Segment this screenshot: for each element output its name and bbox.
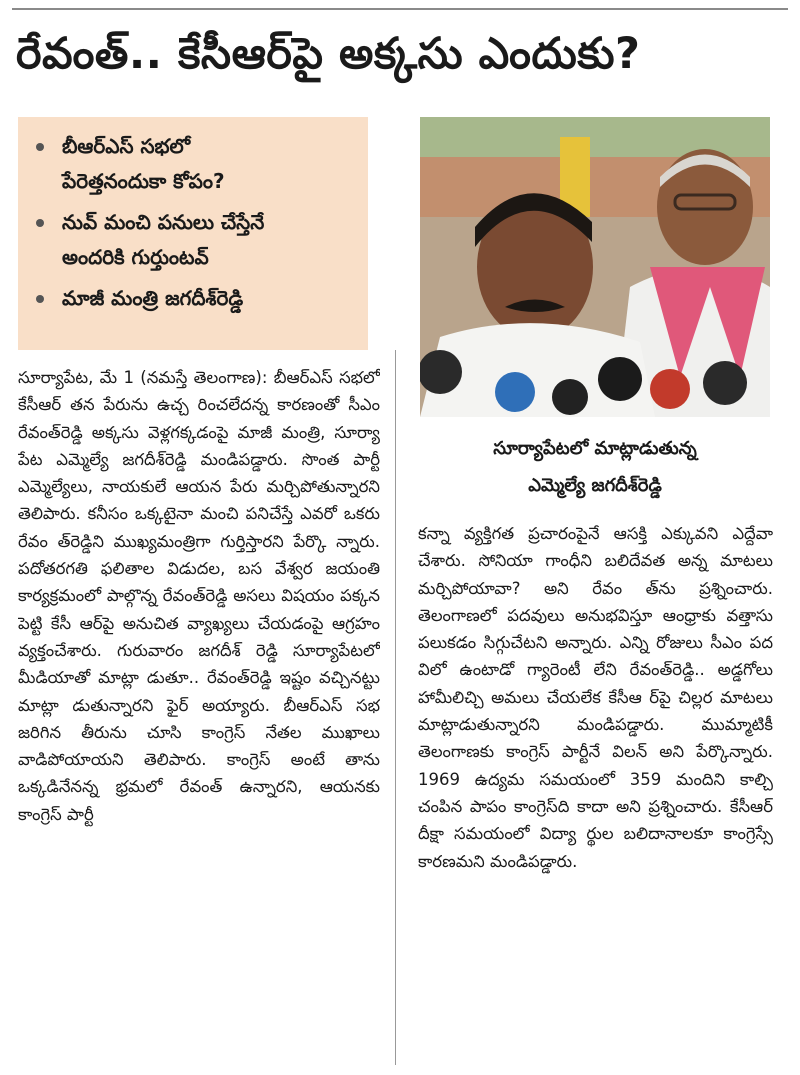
highlight-text: నువ్‌ మంచి పనులు చేస్తేనే అందరికి గుర్తుంటవ్‌ bbox=[62, 210, 265, 269]
column-divider bbox=[395, 350, 396, 1065]
highlight-text: మాజీ మంత్రి జగదీశ్‌రెడ్డి bbox=[62, 286, 244, 310]
highlights-box bbox=[18, 117, 368, 350]
headline: రేవంత్‌.. కేసీఆర్‌పై అక్కసు ఎందుకు? bbox=[16, 29, 641, 79]
bullet-icon bbox=[36, 295, 44, 303]
highlight-item bbox=[32, 281, 354, 316]
highlight-text: బీఆర్‌ఎస్‌ సభలో పేరెత్తనందుకా కోపం? bbox=[62, 134, 225, 193]
photo-illustration bbox=[420, 117, 770, 417]
highlight-item bbox=[32, 129, 354, 199]
highlight-item bbox=[32, 205, 354, 275]
article-column-1: సూర్యాపేట, మే 1 (నమస్తే తెలంగాణ): బీఆర్‌ఎస్‌ సభలో కేసీఆర్‌ తన పేరును ఉచ్చ రించలేదన్న కారణంతో సీఎం రేవంత్‌రెడ్డి అక్కసు వెళ్లగక్కడంపై మాజీ మంత్రి, సూర్యా పేట ఎమ్మెల్యే జగదీశ్‌రెడ్డి మండిపడ్డారు. సొంత పార్టీ ఎమ్మెల్యేలు, నాయకులే ఆయన పేరు మర్చిపోతున్నారని తెలిపారు. కనీసం ఒక్కటైనా మంచి పనిచేస్తే ఎవరో ఒకరు రేవం త్‌రెడ్డిని ముఖ్యమంత్రిగా గుర్తిస్తారని పేర్కొ న్నారు. పదోతరగతి ఫలితాల విడుదల, బస వేశ్వర జయంతి కార్యక్రమంలో పాల్గొన్న రేవంత్‌రెడ్డి అసలు విషయం పక్కన పెట్టి కేసీ ఆర్‌పై అనుచిత వ్యాఖ్యలు చేయడంపై ఆగ్రహం వ్యక్తంచేశారు. గురువారం జగదీశ్‌ రెడ్డి సూర్యాపేటలో మీడియాతో మాట్లా డుతూ.. రేవంత్‌రెడ్డి ఇష్టం వచ్చినట్టు మాట్లా డుతున్నారని ఫైర్‌ అయ్యారు. బీఆర్‌ఎస్‌ సభ జరిగిన తీరును చూసి కాంగ్రెస్‌ నేతల ముఖాలు వాడిపోయాయని తెలిపారు. కాంగ్రెస్‌ అంటే తాను ఒక్కడినేనన్న భ్రమలో రేవంత్‌ ఉన్నారని, ఆయనకు కాంగ్రెస్‌ పార్టీ bbox=[18, 368, 380, 824]
news-photo bbox=[420, 117, 770, 417]
bullet-icon bbox=[36, 219, 44, 227]
bullet-icon bbox=[36, 143, 44, 151]
photo-caption: సూర్యాపేటలో మాట్లాడుతున్న ఎమ్మెల్యే జగదీశ్‌రెడ్డి bbox=[493, 438, 697, 496]
article-column-2: కన్నా వ్యక్తిగత ప్రచారంపైనే ఆసక్తి ఎక్కువని ఎద్దేవా చేశారు. సోనియా గాంధీని బలిదేవత అన్న మాటలు మర్చిపోయావా? అని రేవం త్‌ను ప్రశ్నించారు. తెలంగాణలో పదవులు అనుభవిస్తూ ఆంధ్రాకు వత్తాసు పలుకడం సిగ్గుచేటని అన్నారు. ఎన్ని రోజులు సీఎం పద విలో ఉంటాడో గ్యారెంటీ లేని రేవంత్‌రెడ్డి.. అడ్డగోలు హామీలిచ్చి అమలు చేయలేక కేసీఆ ర్‌పై చిల్లర మాటలు మాట్లాడుతున్నారని మండిపడ్డారు. ముమ్మాటికీ తెలంగాణకు కాంగ్రెస్‌ పార్టీనే విలన్‌ అని పేర్కొన్నారు. 1969 ఉద్యమ సమయంలో 359 మందిని కాల్చి చంపిన పాపం కాంగ్రెస్‌ది కాదా అని ప్రశ్నించారు. కేసీఆర్‌ దీక్షా సమయంలో విద్యా ర్థుల బలిదానాలకూ కాంగ్రెస్సే కారణమని మండిపడ్డారు. bbox=[418, 524, 773, 871]
top-rule bbox=[12, 8, 788, 10]
